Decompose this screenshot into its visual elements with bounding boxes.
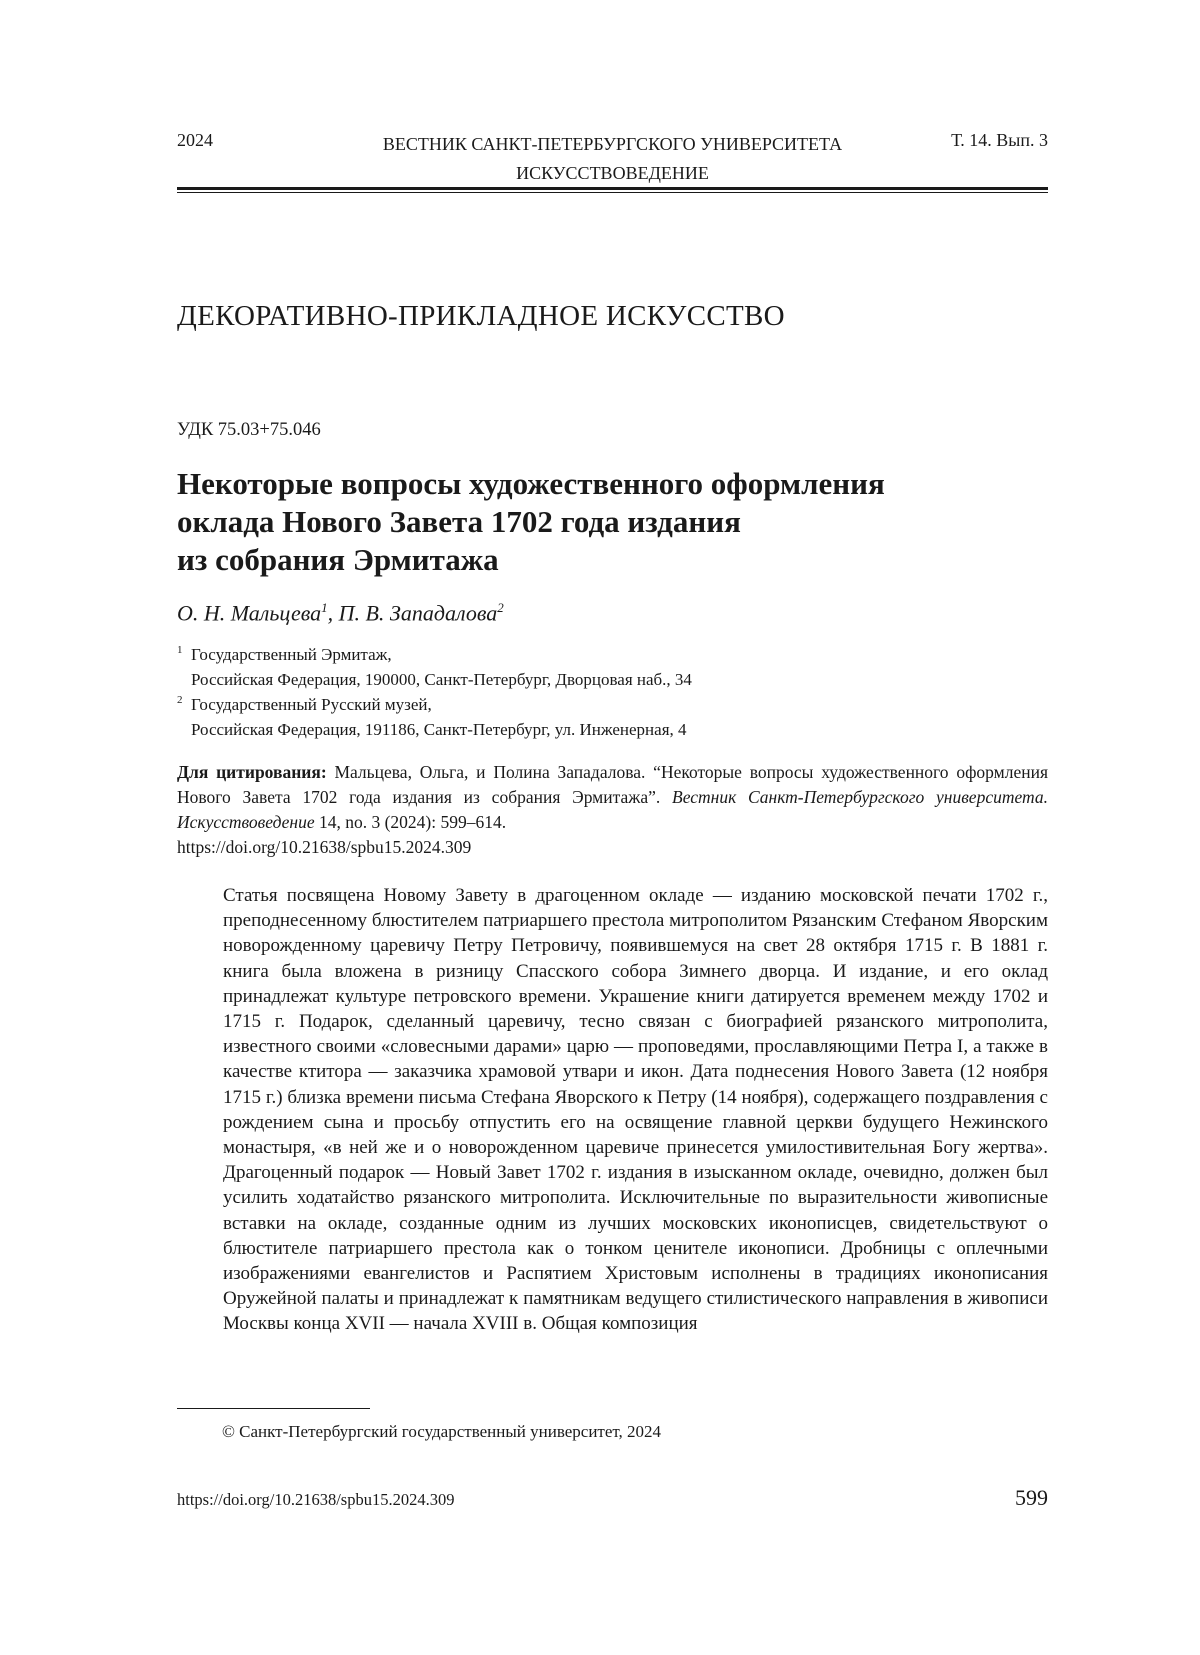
author-separator: , — [327, 600, 339, 626]
citation-doi-link[interactable]: https://doi.org/10.21638/spbu15.2024.309 — [177, 837, 472, 857]
citation-text: Мальцева, Ольга, и Полина Западалова. “Некоторые вопросы художественного оформления Нового Завета 1702 года издания из собрания Эрмитажа”. — [177, 762, 1048, 807]
copyright-notice: © Санкт-Петербургский государственный университет, 2024 — [222, 1422, 662, 1441]
affiliation-institution: Государственный Эрмитаж, — [191, 645, 392, 664]
footnote-rule — [177, 1408, 370, 1409]
title-line: оклада Нового Завета 1702 года издания — [177, 504, 741, 539]
header-year: 2024 — [177, 130, 213, 150]
header-journal-block — [177, 130, 1048, 188]
affiliations — [177, 642, 1048, 742]
title-line: из собрания Эрмитажа — [177, 542, 499, 577]
affiliation — [177, 692, 1048, 742]
header-rule-thick — [177, 187, 1048, 190]
affiliation-institution: Государственный Русский музей, — [191, 695, 432, 714]
author-mark: 2 — [497, 600, 504, 615]
affiliation — [177, 642, 1048, 692]
authors — [177, 600, 504, 626]
citation-journal: Вестник Санкт-Петербургского университета. Искусствоведение — [177, 787, 1048, 832]
abstract: Статья посвящена Новому Завету в драгоценном окладе — изданию московской печати 1702 г., преподнесенному блюстителем патриаршего престола митрополитом Рязанским Стефаном Яворским новорожденному царевичу Петру Петровичу, появившемуся на свет 28 октября 1715 г. В 1881 г. книга была вложена в ризницу Спасского собора Зимнего дворца. И издание, и его оклад принадлежат культуре петровского времени. Украшение книги датируется временем между 1702 и 1715 г. Подарок, сделанный царевичу, тесно связан с биографией рязанского митрополита, известного своими «словесными дарами» царю — проповедями, прославляющими Петра I, а также в качестве ктитора — заказчика храмовой утвари и икон. Дата поднесения Нового Завета (12 ноября 1715 г.) близка времени письма Стефана Яворского к Петру (14 ноября), содержащего поздравления с рождением сына и просьбу отпустить его на освящение главной церкви будущего Нежинского монастыря, «в ней же и о новорожденном царевиче принесется умилостивительная Богу жертва». Драгоценный подарок — Новый Завет 1702 г. издания в изысканном окладе, очевидно, должен был усилить ходатайство рязанского митрополита. Исключительные по выразительности живописные вставки на окладе, созданные одним из лучших московских иконописцев, свидетельствуют о блюстителе патриаршего престола как о тонком ценителе иконописи. Дробницы с оплечными изображениями евангелистов и Распятием Христовым исполнены в традициях иконописания Оружейной палаты и принадлежат к памятникам ведущего стилистического направления в живописи Москвы конца XVII — начала XVIII в. Общая композиция — [223, 885, 1048, 1335]
section-title: ДЕКОРАТИВНО-ПРИКЛАДНОЕ ИСКУССТВО — [177, 300, 785, 332]
author-mark: 1 — [321, 600, 328, 615]
author-name: П. В. Западалова — [338, 600, 498, 626]
header-rule-thin — [177, 192, 1048, 193]
running-header — [177, 130, 1048, 190]
citation-volume: 14, no. 3 (2024): 599–614. — [314, 812, 507, 832]
citation-block — [177, 760, 1048, 860]
affiliation-address: Российская Федерация, 191186, Санкт-Петербург, ул. Инженерная, 4 — [191, 720, 687, 739]
page-number: 599 — [1015, 1485, 1048, 1510]
header-series: ИСКУССТВОВЕДЕНИЕ — [516, 163, 709, 183]
title-line: Некоторые вопросы художественного оформления — [177, 466, 885, 501]
header-volume: Т. 14. Вып. 3 — [951, 130, 1048, 150]
citation-label: Для цитирования: — [177, 762, 327, 782]
affiliation-address: Российская Федерация, 190000, Санкт-Петербург, Дворцовая наб., 34 — [191, 670, 692, 689]
affiliation-number: 2 — [177, 694, 183, 706]
article-title — [177, 465, 1048, 579]
affiliation-number: 1 — [177, 644, 183, 656]
footer-doi-link[interactable]: https://doi.org/10.21638/spbu15.2024.309 — [177, 1490, 455, 1509]
author-name: О. Н. Мальцева — [177, 600, 322, 626]
header-journal: ВЕСТНИК САНКТ-ПЕТЕРБУРГСКОГО УНИВЕРСИТЕТА — [382, 134, 843, 154]
udk-code: УДК 75.03+75.046 — [177, 420, 321, 440]
